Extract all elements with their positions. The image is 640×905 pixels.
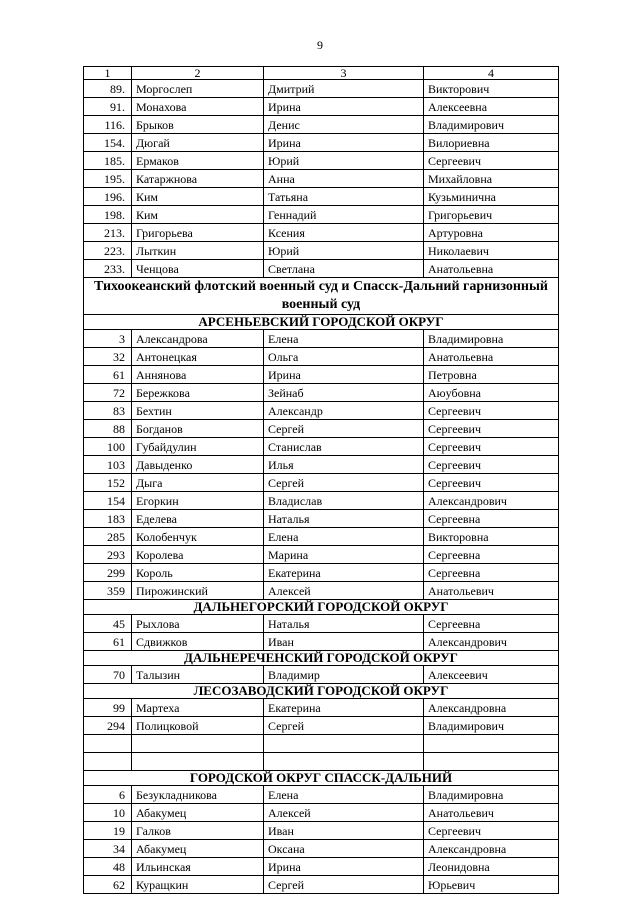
table-row — [84, 735, 559, 753]
row-number: 3 — [84, 330, 132, 348]
first-name: Станислав — [264, 438, 424, 456]
table-row — [84, 384, 559, 402]
first-name: Наталья — [264, 510, 424, 528]
patronymic: Сергеевич — [424, 420, 559, 438]
patronymic: Александрович — [424, 492, 559, 510]
table-row — [84, 170, 559, 188]
row-number — [84, 735, 132, 753]
row-number: 116. — [84, 116, 132, 134]
patronymic: Алексеевна — [424, 98, 559, 116]
district-heading-row — [84, 771, 559, 786]
row-number: 198. — [84, 206, 132, 224]
last-name: Ким — [132, 206, 264, 224]
table-row — [84, 717, 559, 735]
first-name: Александр — [264, 402, 424, 420]
row-number: 61 — [84, 633, 132, 651]
table-row — [84, 564, 559, 582]
first-name: Сергей — [264, 876, 424, 894]
row-number: 223. — [84, 242, 132, 260]
last-name: Александрова — [132, 330, 264, 348]
patronymic: Артуровна — [424, 224, 559, 242]
column-header: 4 — [424, 67, 559, 80]
last-name: Бехтин — [132, 402, 264, 420]
patronymic — [424, 753, 559, 771]
table-row — [84, 858, 559, 876]
column-header: 3 — [264, 67, 424, 80]
last-name: Аннянова — [132, 366, 264, 384]
first-name: Юрий — [264, 242, 424, 260]
table-row — [84, 753, 559, 771]
district-heading-row — [84, 315, 559, 330]
last-name: Безукладникова — [132, 786, 264, 804]
row-number: 285 — [84, 528, 132, 546]
first-name: Владимир — [264, 666, 424, 684]
last-name: Ильинская — [132, 858, 264, 876]
first-name — [264, 735, 424, 753]
table-row — [84, 510, 559, 528]
last-name: Лыткин — [132, 242, 264, 260]
court-title-row — [84, 278, 559, 315]
first-name: Сергей — [264, 474, 424, 492]
patronymic: Александровна — [424, 840, 559, 858]
row-number: 48 — [84, 858, 132, 876]
last-name: Король — [132, 564, 264, 582]
first-name: Иван — [264, 822, 424, 840]
patronymic: Григорьевич — [424, 206, 559, 224]
last-name: Дюгай — [132, 134, 264, 152]
first-name: Татьяна — [264, 188, 424, 206]
patronymic: Леонидовна — [424, 858, 559, 876]
first-name: Алексей — [264, 582, 424, 600]
patronymic: Анатольевич — [424, 582, 559, 600]
last-name: Талызин — [132, 666, 264, 684]
first-name: Илья — [264, 456, 424, 474]
row-number: 154. — [84, 134, 132, 152]
patronymic: Юрьевич — [424, 876, 559, 894]
last-name: Григорьева — [132, 224, 264, 242]
table-row — [84, 492, 559, 510]
table-row — [84, 224, 559, 242]
first-name: Екатерина — [264, 564, 424, 582]
court-title: Тихоокеанский флотский военный суд и Спасск-Дальний гарнизонный военный суд — [84, 278, 559, 315]
district-heading: АРСЕНЬЕВСКИЙ ГОРОДСКОЙ ОКРУГ — [84, 315, 559, 330]
table-row — [84, 840, 559, 858]
first-name: Дмитрий — [264, 80, 424, 98]
first-name: Сергей — [264, 717, 424, 735]
row-number: 6 — [84, 786, 132, 804]
last-name: Колобенчук — [132, 528, 264, 546]
first-name: Анна — [264, 170, 424, 188]
last-name: Ченцова — [132, 260, 264, 278]
column-header: 1 — [84, 67, 132, 80]
patronymic: Александрович — [424, 633, 559, 651]
row-number: 10 — [84, 804, 132, 822]
patronymic: Викторовна — [424, 528, 559, 546]
last-name: Моргослеп — [132, 80, 264, 98]
page-number: 9 — [317, 38, 323, 52]
patronymic: Викторович — [424, 80, 559, 98]
table-row — [84, 633, 559, 651]
last-name: Галков — [132, 822, 264, 840]
row-number: 91. — [84, 98, 132, 116]
table-row — [84, 242, 559, 260]
row-number: 152 — [84, 474, 132, 492]
row-number: 62 — [84, 876, 132, 894]
column-header: 2 — [132, 67, 264, 80]
row-number: 299 — [84, 564, 132, 582]
patronymic: Сергеевич — [424, 402, 559, 420]
table-row — [84, 420, 559, 438]
patronymic: Сергеевич — [424, 456, 559, 474]
last-name: Ермаков — [132, 152, 264, 170]
table-row — [84, 666, 559, 684]
district-heading-row — [84, 600, 559, 615]
patronymic: Вилориевна — [424, 134, 559, 152]
patronymic: Сергеевич — [424, 474, 559, 492]
row-number: 61 — [84, 366, 132, 384]
patronymic: Кузьминична — [424, 188, 559, 206]
row-number: 72 — [84, 384, 132, 402]
row-number: 183 — [84, 510, 132, 528]
patronymic: Аюубовна — [424, 384, 559, 402]
row-number: 99 — [84, 699, 132, 717]
last-name: Сдвижков — [132, 633, 264, 651]
column-header-row — [84, 67, 559, 80]
row-number: 88 — [84, 420, 132, 438]
first-name: Ирина — [264, 98, 424, 116]
row-number: 359 — [84, 582, 132, 600]
row-number: 45 — [84, 615, 132, 633]
first-name: Владислав — [264, 492, 424, 510]
district-heading: ДАЛЬНЕГОРСКИЙ ГОРОДСКОЙ ОКРУГ — [84, 600, 559, 615]
first-name: Иван — [264, 633, 424, 651]
table-row — [84, 260, 559, 278]
row-number — [84, 753, 132, 771]
patronymic: Сергеевич — [424, 822, 559, 840]
last-name: Полицковой — [132, 717, 264, 735]
roster-body — [84, 67, 559, 894]
first-name: Сергей — [264, 420, 424, 438]
table-row — [84, 188, 559, 206]
patronymic: Михайловна — [424, 170, 559, 188]
row-number: 89. — [84, 80, 132, 98]
row-number: 100 — [84, 438, 132, 456]
last-name: Куращкин — [132, 876, 264, 894]
patronymic: Алексеевич — [424, 666, 559, 684]
row-number: 233. — [84, 260, 132, 278]
first-name: Ксения — [264, 224, 424, 242]
table-row — [84, 366, 559, 384]
last-name: Бережкова — [132, 384, 264, 402]
table-row — [84, 134, 559, 152]
row-number: 195. — [84, 170, 132, 188]
patronymic: Владимировна — [424, 786, 559, 804]
first-name: Геннадий — [264, 206, 424, 224]
last-name: Еделева — [132, 510, 264, 528]
table-row — [84, 98, 559, 116]
row-number: 70 — [84, 666, 132, 684]
table-row — [84, 330, 559, 348]
table-row — [84, 804, 559, 822]
first-name: Елена — [264, 786, 424, 804]
patronymic: Сергеевич — [424, 438, 559, 456]
patronymic: Анатольевна — [424, 348, 559, 366]
first-name: Ольга — [264, 348, 424, 366]
last-name: Абакумец — [132, 804, 264, 822]
patronymic: Анатольевна — [424, 260, 559, 278]
row-number: 185. — [84, 152, 132, 170]
last-name — [132, 753, 264, 771]
patronymic: Александровна — [424, 699, 559, 717]
row-number: 293 — [84, 546, 132, 564]
patronymic: Владимирович — [424, 116, 559, 134]
last-name: Антонецкая — [132, 348, 264, 366]
patronymic: Сергеевна — [424, 564, 559, 582]
last-name — [132, 735, 264, 753]
table-row — [84, 546, 559, 564]
roster-table — [83, 66, 559, 894]
first-name: Оксана — [264, 840, 424, 858]
patronymic: Владимировна — [424, 330, 559, 348]
row-number: 196. — [84, 188, 132, 206]
last-name: Пирожинский — [132, 582, 264, 600]
row-number: 213. — [84, 224, 132, 242]
row-number: 32 — [84, 348, 132, 366]
patronymic: Сергеевна — [424, 615, 559, 633]
first-name: Наталья — [264, 615, 424, 633]
last-name: Ким — [132, 188, 264, 206]
table-row — [84, 822, 559, 840]
last-name: Рыхлова — [132, 615, 264, 633]
row-number: 294 — [84, 717, 132, 735]
last-name: Катаржнова — [132, 170, 264, 188]
district-heading: ЛЕСОЗАВОДСКИЙ ГОРОДСКОЙ ОКРУГ — [84, 684, 559, 699]
district-heading-row — [84, 651, 559, 666]
first-name: Екатерина — [264, 699, 424, 717]
patronymic: Сергеевич — [424, 152, 559, 170]
last-name: Егоркин — [132, 492, 264, 510]
row-number: 103 — [84, 456, 132, 474]
patronymic: Анатольевич — [424, 804, 559, 822]
last-name: Абакумец — [132, 840, 264, 858]
last-name: Давыденко — [132, 456, 264, 474]
table-row — [84, 786, 559, 804]
patronymic: Николаевич — [424, 242, 559, 260]
table-row — [84, 615, 559, 633]
last-name: Монахова — [132, 98, 264, 116]
last-name: Губайдулин — [132, 438, 264, 456]
table-row — [84, 876, 559, 894]
patronymic: Сергеевна — [424, 510, 559, 528]
first-name — [264, 753, 424, 771]
last-name: Королева — [132, 546, 264, 564]
last-name: Дыга — [132, 474, 264, 492]
first-name: Марина — [264, 546, 424, 564]
patronymic: Петровна — [424, 366, 559, 384]
table-row — [84, 438, 559, 456]
first-name: Денис — [264, 116, 424, 134]
table-row — [84, 116, 559, 134]
first-name: Зейнаб — [264, 384, 424, 402]
table-row — [84, 348, 559, 366]
table-row — [84, 582, 559, 600]
table-row — [84, 528, 559, 546]
row-number: 34 — [84, 840, 132, 858]
first-name: Елена — [264, 528, 424, 546]
table-row — [84, 80, 559, 98]
patronymic: Сергеевна — [424, 546, 559, 564]
first-name: Светлана — [264, 260, 424, 278]
first-name: Алексей — [264, 804, 424, 822]
table-row — [84, 699, 559, 717]
district-heading-row — [84, 684, 559, 699]
last-name: Брыков — [132, 116, 264, 134]
first-name: Ирина — [264, 134, 424, 152]
patronymic: Владимирович — [424, 717, 559, 735]
table-row — [84, 402, 559, 420]
table-row — [84, 474, 559, 492]
table-row — [84, 206, 559, 224]
patronymic — [424, 735, 559, 753]
first-name: Ирина — [264, 858, 424, 876]
district-heading: ГОРОДСКОЙ ОКРУГ СПАССК-ДАЛЬНИЙ — [84, 771, 559, 786]
first-name: Ирина — [264, 366, 424, 384]
row-number: 154 — [84, 492, 132, 510]
first-name: Юрий — [264, 152, 424, 170]
district-heading: ДАЛЬНЕРЕЧЕНСКИЙ ГОРОДСКОЙ ОКРУГ — [84, 651, 559, 666]
row-number: 83 — [84, 402, 132, 420]
row-number: 19 — [84, 822, 132, 840]
first-name: Елена — [264, 330, 424, 348]
table-row — [84, 456, 559, 474]
table-row — [84, 152, 559, 170]
last-name: Мартеха — [132, 699, 264, 717]
last-name: Богданов — [132, 420, 264, 438]
